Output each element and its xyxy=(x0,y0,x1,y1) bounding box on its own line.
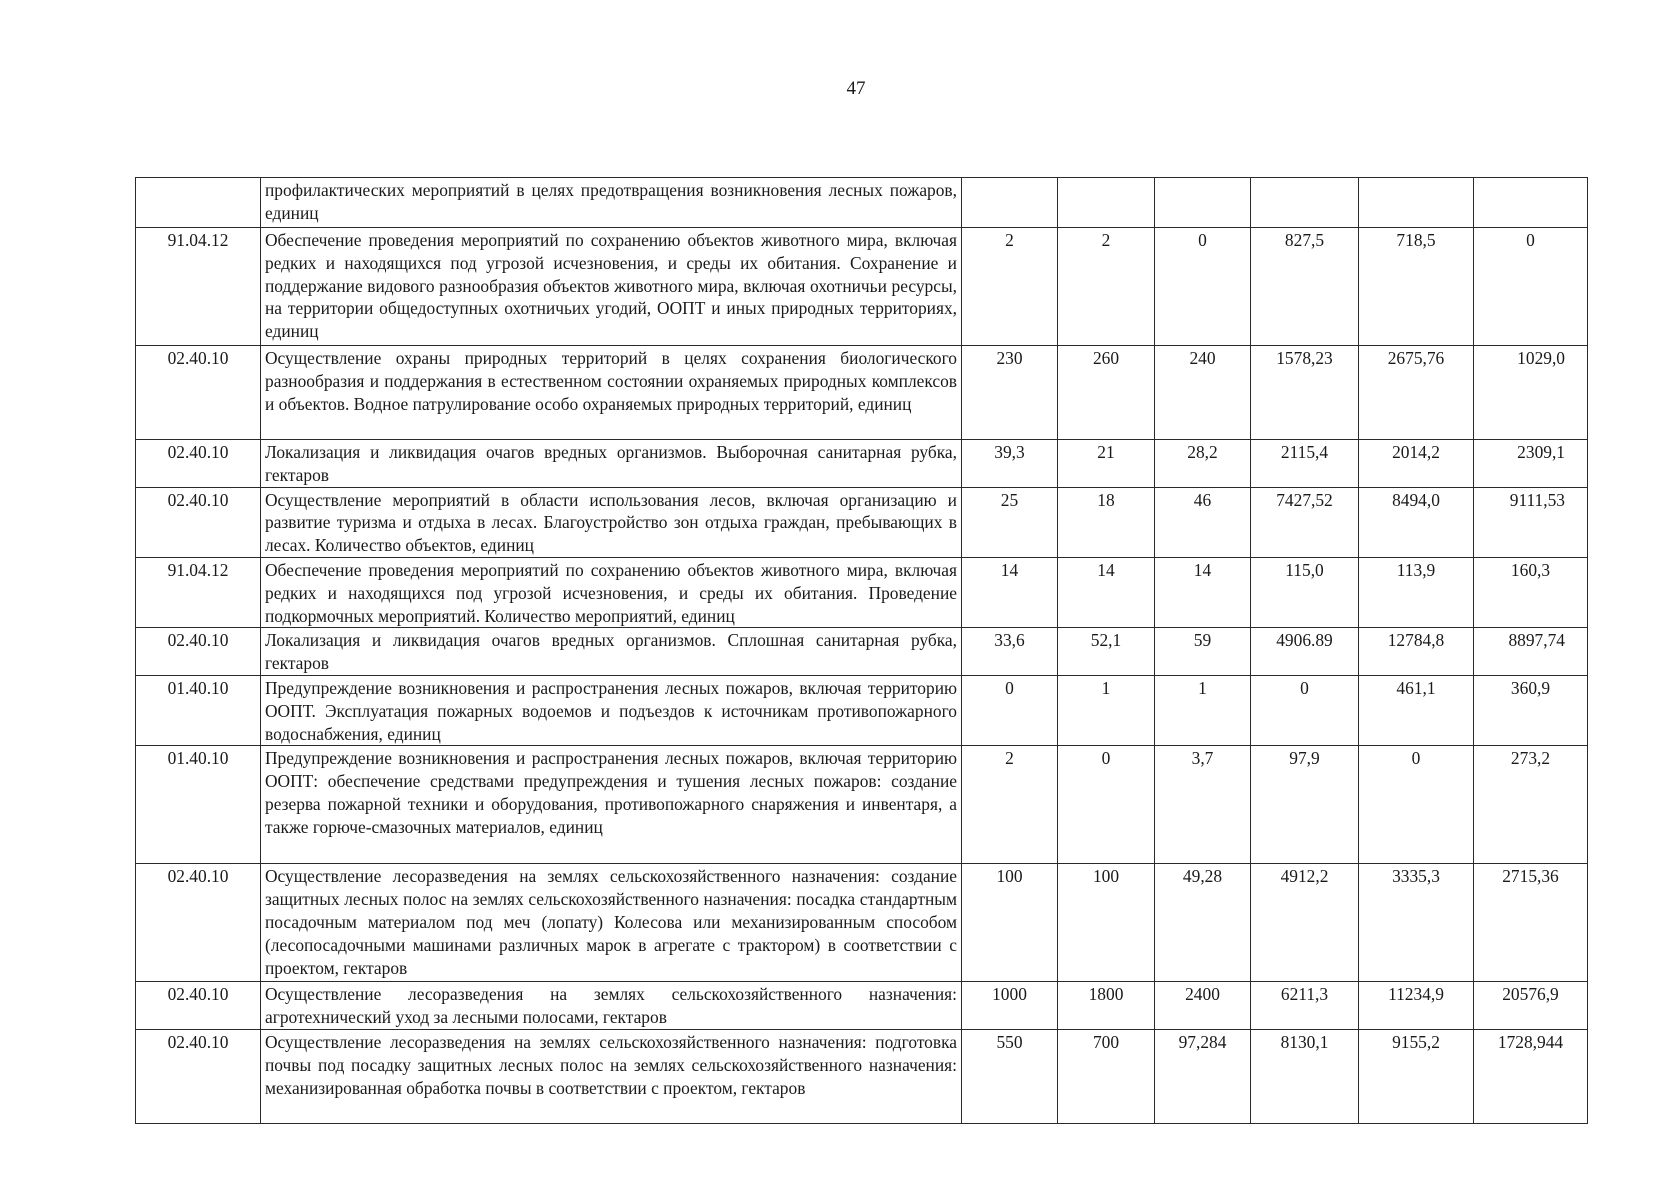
row-description: Предупреждение возникновения и распространения лесных пожаров, включая территорию ООПТ: обеспечение средствами предупреждения и тушения лесных пожаров: создание резерва пожарной техники и оборудования, противопожарного снаряжения и инвентаря, а также горюче-смазочных материалов, единиц xyxy=(261,746,962,864)
value-cell: 3335,3 xyxy=(1359,864,1474,982)
table-row xyxy=(136,628,1588,676)
row-description: Осуществление лесоразведения на землях сельскохозяйственного назначения: подготовка почвы под посадку защитных лесных полос на землях сельскохозяйственного назначения: механизированная обработка почвы в соответствии с проектом, гектаров xyxy=(261,1029,962,1123)
value-cell: 4912,2 xyxy=(1251,864,1359,982)
row-code: 01.40.10 xyxy=(136,675,261,745)
page-number: 47 xyxy=(846,78,866,99)
value-cell: 21 xyxy=(1058,440,1155,488)
table-row xyxy=(136,675,1588,745)
value-cell: 100 xyxy=(1058,864,1155,982)
row-description: Осуществление лесоразведения на землях сельскохозяйственного назначения: создание защитных лесных полос на землях сельскохозяйственного назначения: посадка стандартным посадочным материалом под меч (лопату) Колесова или механизированным способом (лесопосадочными машинами различных марок в агрегате с трактором) в соответствии с проектом, гектаров xyxy=(261,864,962,982)
table-row xyxy=(136,1029,1588,1123)
value-cell: 113,9 xyxy=(1359,557,1474,627)
value-cell: 2675,76 xyxy=(1359,346,1474,440)
value-cell: 1029,0 xyxy=(1474,346,1588,440)
value-cell: 2014,2 xyxy=(1359,440,1474,488)
value-cell: 25 xyxy=(962,487,1058,557)
value-cell: 2309,1 xyxy=(1474,440,1588,488)
value-cell: 18 xyxy=(1058,487,1155,557)
value-cell: 39,3 xyxy=(962,440,1058,488)
row-description: Локализация и ликвидация очагов вредных организмов. Сплошная санитарная рубка, гектаров xyxy=(261,628,962,676)
value-cell: 12784,8 xyxy=(1359,628,1474,676)
row-description: Осуществление лесоразведения на землях сельскохозяйственного назначения: агротехнический уход за лесными полосами, гектаров xyxy=(261,982,962,1030)
row-code: 02.40.10 xyxy=(136,346,261,440)
value-cell: 2115,4 xyxy=(1251,440,1359,488)
row-code: 91.04.12 xyxy=(136,557,261,627)
value-cell: 4906.89 xyxy=(1251,628,1359,676)
value-cell: 8130,1 xyxy=(1251,1029,1359,1123)
value-cell: 273,2 xyxy=(1474,746,1588,864)
row-description: профилактических мероприятий в целях предотвращения возникновения лесных пожаров, единиц xyxy=(261,178,962,228)
value-cell: 52,1 xyxy=(1058,628,1155,676)
value-cell: 1000 xyxy=(962,982,1058,1030)
value-cell: 2 xyxy=(962,746,1058,864)
value-cell: 20576,9 xyxy=(1474,982,1588,1030)
value-cell: 461,1 xyxy=(1359,675,1474,745)
value-cell: 260 xyxy=(1058,346,1155,440)
value-cell: 2715,36 xyxy=(1474,864,1588,982)
value-cell: 97,9 xyxy=(1251,746,1359,864)
value-cell xyxy=(962,178,1058,228)
value-cell: 6211,3 xyxy=(1251,982,1359,1030)
value-cell: 0 xyxy=(1058,746,1155,864)
value-cell: 49,28 xyxy=(1155,864,1251,982)
value-cell: 0 xyxy=(1155,228,1251,346)
value-cell: 115,0 xyxy=(1251,557,1359,627)
row-description: Осуществление мероприятий в области использования лесов, включая организацию и развитие туризма и отдыха в лесах. Благоустройство зон отдыха граждан, пребывающих в лесах. Количество объектов, единиц xyxy=(261,487,962,557)
value-cell: 28,2 xyxy=(1155,440,1251,488)
row-description: Локализация и ликвидация очагов вредных организмов. Выборочная санитарная рубка, гектаров xyxy=(261,440,962,488)
value-cell: 700 xyxy=(1058,1029,1155,1123)
value-cell: 0 xyxy=(962,675,1058,745)
value-cell: 46 xyxy=(1155,487,1251,557)
row-code: 01.40.10 xyxy=(136,746,261,864)
value-cell: 59 xyxy=(1155,628,1251,676)
table-row xyxy=(136,346,1588,440)
value-cell: 11234,9 xyxy=(1359,982,1474,1030)
value-cell: 360,9 xyxy=(1474,675,1588,745)
value-cell: 1 xyxy=(1058,675,1155,745)
value-cell: 14 xyxy=(1058,557,1155,627)
value-cell: 14 xyxy=(962,557,1058,627)
value-cell: 160,3 xyxy=(1474,557,1588,627)
value-cell: 2 xyxy=(962,228,1058,346)
value-cell: 718,5 xyxy=(1359,228,1474,346)
row-description: Осуществление охраны природных территорий в целях сохранения биологического разнообразия и поддержания в естественном состоянии охраняемых природных комплексов и объектов. Водное патрулирование особо охраняемых природных территорий, единиц xyxy=(261,346,962,440)
row-description: Обеспечение проведения мероприятий по сохранению объектов животного мира, включая редких и находящихся под угрозой исчезновения, и среды их обитания. Сохранение и поддержание видового разнообразия объектов животного мира, включая охотничьи ресурсы, на территории общедоступных охотничьих угодий, ООПТ и иных природных территориях, единиц xyxy=(261,228,962,346)
table-row xyxy=(136,178,1588,228)
value-cell: 1578,23 xyxy=(1251,346,1359,440)
value-cell: 2 xyxy=(1058,228,1155,346)
value-cell xyxy=(1155,178,1251,228)
row-code xyxy=(136,178,261,228)
row-code: 91.04.12 xyxy=(136,228,261,346)
value-cell: 8897,74 xyxy=(1474,628,1588,676)
row-description: Предупреждение возникновения и распространения лесных пожаров, включая территорию ООПТ. Эксплуатация пожарных водоемов и подъездов к источникам противопожарного водоснабжения, единиц xyxy=(261,675,962,745)
value-cell: 2400 xyxy=(1155,982,1251,1030)
value-cell: 7427,52 xyxy=(1251,487,1359,557)
value-cell: 97,284 xyxy=(1155,1029,1251,1123)
value-cell: 1800 xyxy=(1058,982,1155,1030)
value-cell xyxy=(1058,178,1155,228)
value-cell: 9155,2 xyxy=(1359,1029,1474,1123)
value-cell: 3,7 xyxy=(1155,746,1251,864)
value-cell: 0 xyxy=(1251,675,1359,745)
row-code: 02.40.10 xyxy=(136,440,261,488)
value-cell: 550 xyxy=(962,1029,1058,1123)
row-code: 02.40.10 xyxy=(136,982,261,1030)
table-row xyxy=(136,557,1588,627)
value-cell: 14 xyxy=(1155,557,1251,627)
activities-table xyxy=(135,177,1588,1124)
value-cell: 100 xyxy=(962,864,1058,982)
value-cell: 0 xyxy=(1474,228,1588,346)
value-cell: 9111,53 xyxy=(1474,487,1588,557)
row-code: 02.40.10 xyxy=(136,1029,261,1123)
table-row xyxy=(136,746,1588,864)
value-cell: 240 xyxy=(1155,346,1251,440)
table-row xyxy=(136,864,1588,982)
row-description: Обеспечение проведения мероприятий по сохранению объектов животного мира, включая редких и находящихся под угрозой исчезновения, и среды их обитания. Проведение подкормочных мероприятий. Количество мероприятий, единиц xyxy=(261,557,962,627)
value-cell: 1728,944 xyxy=(1474,1029,1588,1123)
row-code: 02.40.10 xyxy=(136,487,261,557)
table-row xyxy=(136,228,1588,346)
value-cell: 8494,0 xyxy=(1359,487,1474,557)
value-cell: 0 xyxy=(1359,746,1474,864)
value-cell: 230 xyxy=(962,346,1058,440)
row-code: 02.40.10 xyxy=(136,628,261,676)
value-cell xyxy=(1251,178,1359,228)
table-row xyxy=(136,487,1588,557)
row-code: 02.40.10 xyxy=(136,864,261,982)
table-row xyxy=(136,982,1588,1030)
value-cell: 33,6 xyxy=(962,628,1058,676)
value-cell: 1 xyxy=(1155,675,1251,745)
table-row xyxy=(136,440,1588,488)
value-cell xyxy=(1474,178,1588,228)
value-cell xyxy=(1359,178,1474,228)
value-cell: 827,5 xyxy=(1251,228,1359,346)
